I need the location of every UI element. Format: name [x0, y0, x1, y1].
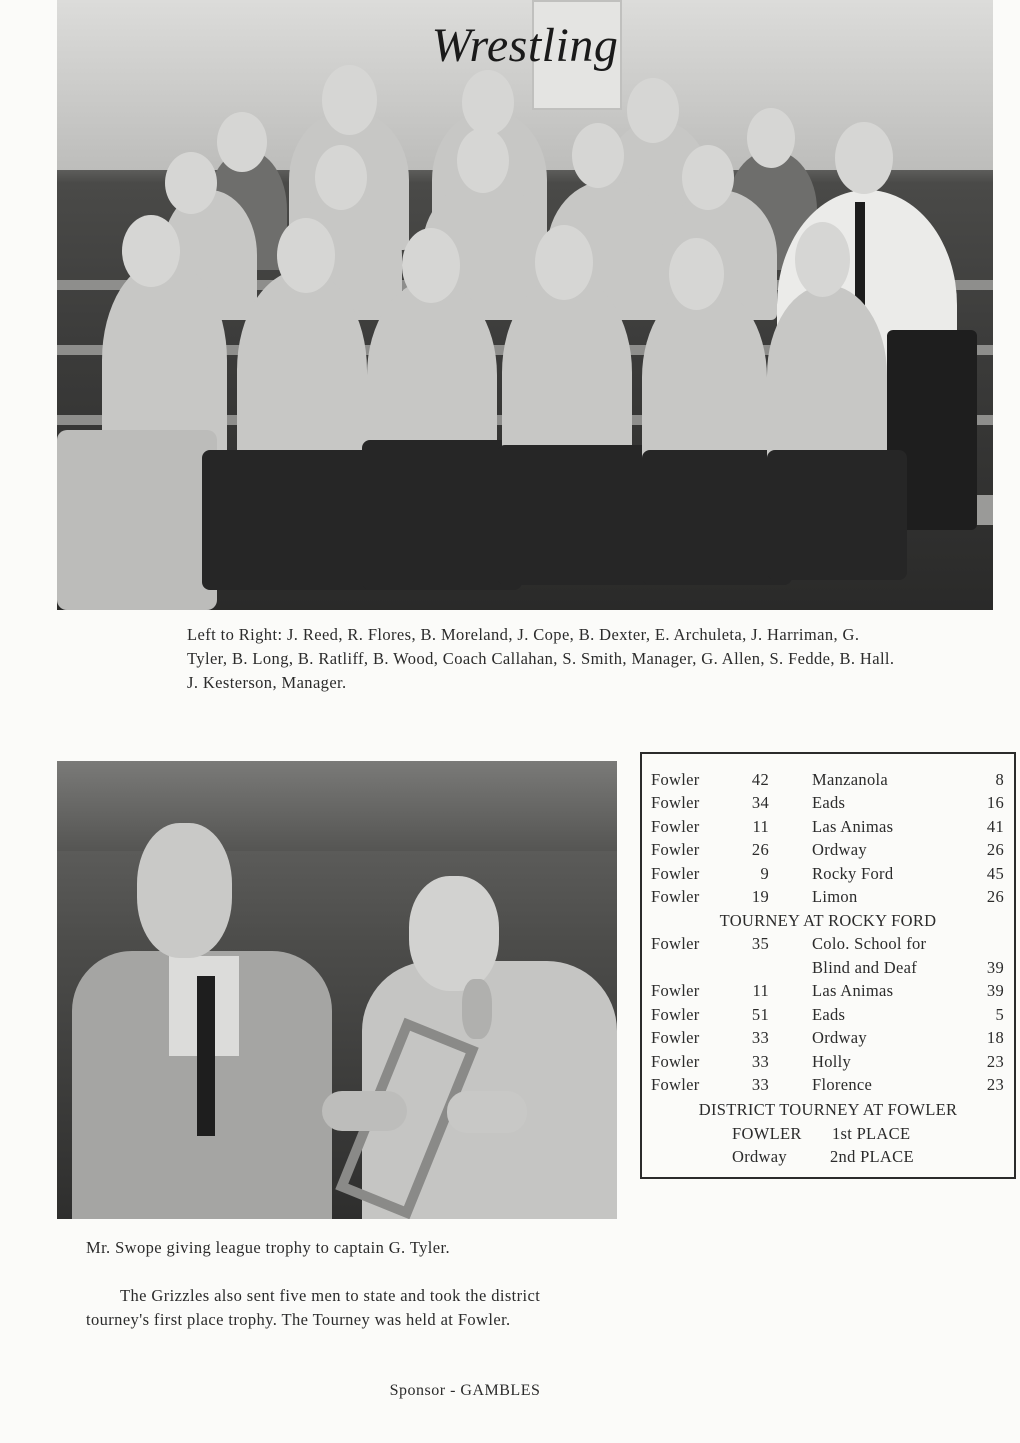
home-score: 33	[751, 1028, 769, 1047]
score-row	[642, 1052, 1014, 1075]
opponent: Ordway	[812, 1028, 867, 1047]
wrestler	[237, 270, 367, 470]
opponent-score: 45	[986, 864, 1004, 883]
home-team: Fowler	[651, 770, 700, 789]
wrestler-head	[322, 65, 377, 135]
opponent-score: 23	[986, 1075, 1004, 1094]
score-row	[642, 864, 1014, 887]
trophy-photo	[57, 761, 617, 1219]
wrestler-head	[682, 145, 734, 210]
home-team: Fowler	[651, 864, 700, 883]
wrestler	[767, 285, 887, 465]
score-row	[642, 793, 1014, 816]
wrestler-head	[457, 128, 509, 193]
placing-team: Ordway	[732, 1147, 787, 1166]
opponent: Rocky Ford	[812, 864, 894, 883]
wrestler-head	[462, 70, 514, 135]
placing-team: FOWLER	[732, 1124, 802, 1143]
wrestler-head	[315, 145, 367, 210]
captain-head	[409, 876, 499, 991]
body-paragraph	[86, 1284, 606, 1332]
opponent: Ordway	[812, 840, 867, 859]
home-score: 19	[751, 887, 769, 906]
presenter-head	[137, 823, 232, 958]
opponent-score: 39	[986, 981, 1004, 1000]
wrestler-head	[165, 152, 217, 214]
home-team: Fowler	[651, 840, 700, 859]
coach-tie	[855, 202, 865, 310]
opponent-score: 26	[986, 887, 1004, 906]
opponent: Limon	[812, 887, 858, 906]
score-row	[642, 1028, 1014, 1051]
presenter-hand	[322, 1091, 407, 1131]
tourney-heading: TOURNEY AT ROCKY FORD	[719, 911, 937, 930]
score-row	[642, 1005, 1014, 1028]
opponent-score: 8	[995, 770, 1004, 789]
placing-place: 2nd PLACE	[830, 1147, 914, 1166]
home-score: 51	[751, 1005, 769, 1024]
score-row	[642, 887, 1014, 910]
home-score: 11	[752, 981, 769, 1000]
opponent: Eads	[812, 1005, 846, 1024]
wrestler-head	[795, 222, 850, 297]
score-row	[642, 770, 1014, 793]
wrestler-pants	[57, 430, 217, 610]
home-score: 26	[751, 840, 769, 859]
opponent-score: 26	[986, 840, 1004, 859]
score-row	[642, 1075, 1014, 1098]
opponent: Holly	[812, 1052, 852, 1071]
home-team: Fowler	[651, 1075, 700, 1094]
home-score: 34	[751, 793, 769, 812]
home-team: Fowler	[651, 1028, 700, 1047]
home-team: Fowler	[651, 793, 700, 812]
district-heading: DISTRICT TOURNEY AT FOWLER	[698, 1100, 958, 1119]
opponent: Eads	[812, 793, 846, 812]
wrestler-tights	[202, 450, 382, 590]
captain-hand	[447, 1091, 527, 1133]
trophy-photo-caption: Mr. Swope giving league trophy to captain G. Tyler.	[86, 1238, 451, 1257]
wrestler-head	[572, 123, 624, 188]
opponent: Las Animas	[812, 817, 894, 836]
score-row	[642, 981, 1014, 1004]
home-team: Fowler	[651, 934, 700, 953]
opponent-score: 16	[986, 793, 1004, 812]
presenter-tie	[197, 976, 215, 1136]
home-team: Fowler	[651, 1052, 700, 1071]
opponent-score: 23	[986, 1052, 1004, 1071]
home-team: Fowler	[651, 887, 700, 906]
trophy-figure	[462, 979, 492, 1039]
opponent-score: 18	[986, 1028, 1004, 1047]
home-score: 9	[760, 864, 769, 883]
wrestler-head	[402, 228, 460, 303]
wrestler-head	[122, 215, 180, 287]
score-row-continued	[642, 958, 1014, 981]
season-scores-box	[640, 752, 1016, 1179]
wrestler	[642, 285, 767, 470]
home-team: Fowler	[651, 817, 700, 836]
score-row	[642, 817, 1014, 840]
opponent: Las Animas	[812, 981, 894, 1000]
opponent-score: 41	[986, 817, 1004, 836]
opponent-continued: Blind and Deaf	[812, 958, 918, 977]
placing-place: 1st PLACE	[832, 1124, 911, 1143]
home-score: 35	[751, 934, 769, 953]
home-team: Fowler	[651, 1005, 700, 1024]
wrestler-head	[535, 225, 593, 300]
gym-wall	[57, 761, 617, 851]
opponent: Manzanola	[812, 770, 888, 789]
team-photo-caption: Left to Right: J. Reed, R. Flores, B. Moreland, J. Cope, B. Dexter, E. Archuleta, J. Harriman, G. Tyler, B. Long, B. Ratliff, B. Wood, Coach Callahan, S. Smith, Manager, G. Allen, S. Fedde, B. Hall. J. Kesterson, Manager.	[187, 625, 895, 692]
home-score: 33	[751, 1052, 769, 1071]
wrestler-tights	[767, 450, 907, 580]
wrestler	[502, 275, 632, 470]
home-score: 33	[751, 1075, 769, 1094]
score-row	[642, 840, 1014, 863]
opponent: Florence	[812, 1075, 873, 1094]
wrestler-head	[217, 112, 267, 172]
home-score: 11	[752, 817, 769, 836]
wrestler-tights	[497, 445, 657, 585]
opponent-score: 5	[995, 1005, 1004, 1024]
page-title: Wrestling	[431, 19, 619, 72]
wrestler-head	[277, 218, 335, 293]
opponent-score: 39	[986, 958, 1004, 977]
wrestler-head	[669, 238, 724, 310]
score-row	[642, 934, 1014, 957]
wrestler-head	[747, 108, 795, 168]
home-team: Fowler	[651, 981, 700, 1000]
opponent: Colo. School for	[812, 934, 927, 953]
sponsor-line: Sponsor - GAMBLES	[389, 1382, 541, 1399]
paragraph-text: The Grizzles also sent five men to state and took the district tourney's first place trophy. The Tourney was held at Fowler.	[86, 1286, 541, 1329]
team-photo	[57, 0, 993, 610]
wrestler-head	[627, 78, 679, 143]
coach-head	[835, 122, 893, 194]
home-score: 42	[751, 770, 769, 789]
